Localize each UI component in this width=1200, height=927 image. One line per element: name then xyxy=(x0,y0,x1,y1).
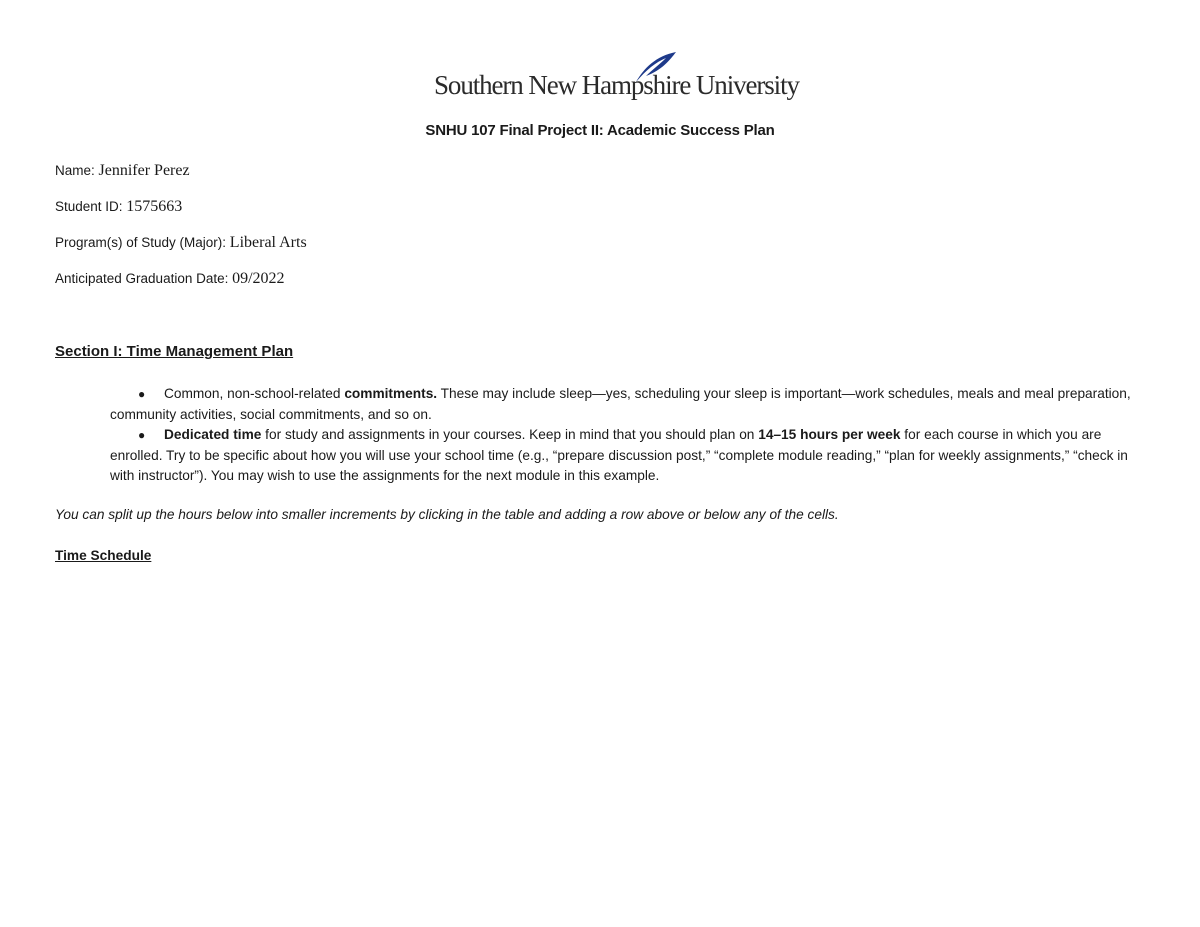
program-label: Program(s) of Study (Major): xyxy=(55,235,230,250)
graduation-field xyxy=(55,270,285,288)
bullet-text-bold: 14–15 hours per week xyxy=(758,427,901,442)
list-item xyxy=(110,425,1150,487)
graduation-label: Anticipated Graduation Date: xyxy=(55,271,233,286)
student-id-field xyxy=(55,198,182,216)
time-schedule-heading: Time Schedule xyxy=(55,548,152,563)
name-field xyxy=(55,162,190,180)
logo-wordmark: Southern New Hampshire University xyxy=(434,70,799,100)
bullet-text xyxy=(110,425,1150,487)
snhu-logo xyxy=(434,50,799,106)
name-value: Jennifer Perez xyxy=(98,162,190,179)
program-value: Liberal Arts xyxy=(229,234,307,251)
list-item xyxy=(110,384,1150,425)
student-id-label: Student ID: xyxy=(55,199,127,214)
bullet-text-bold: commitments. xyxy=(344,386,438,401)
bullet-text xyxy=(110,384,1150,425)
bullet-text-part: Common, non-school-related xyxy=(164,386,345,401)
graduation-value: 09/2022 xyxy=(232,270,285,287)
student-id-value: 1575663 xyxy=(126,198,183,215)
bullet-text-part: for each course in which you are enrolled. Try to be specific about how you will use your school time (e.g., “prepare discussion post,” “complete module reading,” “plan for weekly assignments,” “check in with instructor”). You may wish to use the assignments for the next module in this example. xyxy=(110,427,1128,483)
program-field xyxy=(55,234,307,252)
bullet-text-part: for study and assignments in your courses. Keep in mind that you should plan on xyxy=(261,427,759,442)
bullet-icon: ● xyxy=(138,387,146,401)
bullet-text-bold: Dedicated time xyxy=(164,427,262,442)
bullet-list xyxy=(110,384,1150,487)
instruction-note: You can split up the hours below into smaller increments by clicking in the table and adding a row above or below any of the cells. xyxy=(55,507,839,522)
name-label: Name: xyxy=(55,163,99,178)
bullet-icon: ● xyxy=(138,428,146,442)
document-title: SNHU 107 Final Project II: Academic Success Plan xyxy=(425,122,775,139)
bullet-text-part: These may include sleep—yes, scheduling your sleep is important—work schedules, meals and meal preparation, community activities, social commitments, and so on. xyxy=(110,386,1131,422)
section-heading: Section I: Time Management Plan xyxy=(55,343,294,360)
